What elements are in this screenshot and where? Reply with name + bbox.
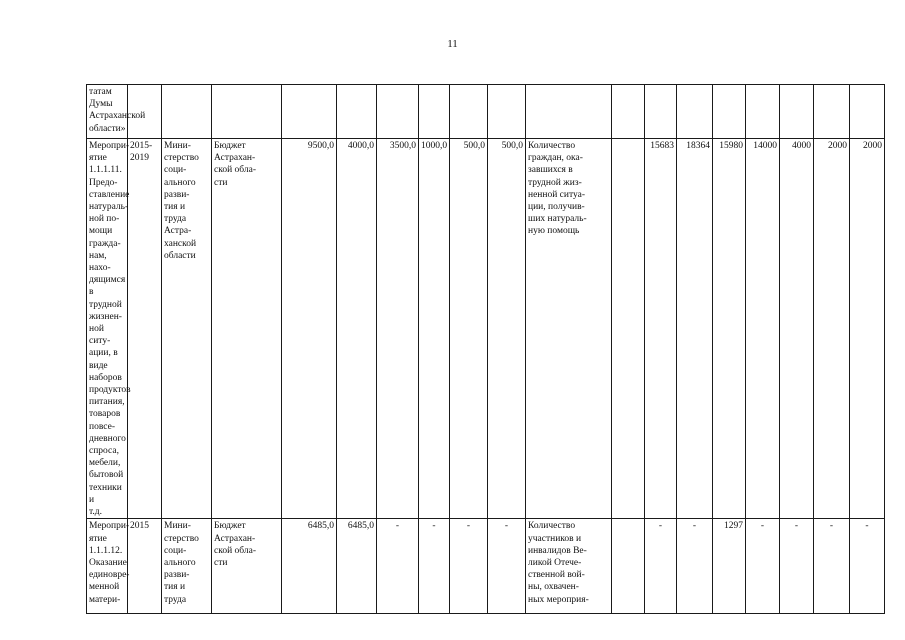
indicator-value-cell: 2000 [850, 139, 885, 519]
indicator-cell [526, 85, 612, 139]
year-value-cell: - [377, 519, 419, 614]
year-value-cell: 3500,0 [377, 139, 419, 519]
year-value-cell: 1000,0 [419, 139, 450, 519]
total-cell: 9500,0 [282, 139, 337, 519]
indicator-value-cell: 4000 [780, 139, 814, 519]
year-value-cell [377, 85, 419, 139]
table-row [87, 519, 885, 614]
indicator-value-cell [814, 85, 850, 139]
indicator-value-cell [677, 85, 713, 139]
indicator-cell: Количество граждан, ока- завшихся в трудной жиз- ненной ситуа- ции, получив- ших натураль- ную помощь [526, 139, 612, 519]
indicator-value-cell [746, 85, 780, 139]
indicator-value-cell: - [780, 519, 814, 614]
indicator-value-cell [612, 85, 645, 139]
indicator-cell: Количество участников и инвалидов Ве- ликой Отече- ственной вой- ны, охвачен- ных мероприя- [526, 519, 612, 614]
year-value-cell [337, 85, 377, 139]
total-cell: 6485,0 [282, 519, 337, 614]
indicator-value-cell: 15980 [713, 139, 746, 519]
indicator-value-cell [713, 85, 746, 139]
year-value-cell: 500,0 [488, 139, 526, 519]
page-number: 11 [447, 38, 458, 50]
executor-cell: Мини- стерство соци- ального разви- тия и труда [162, 519, 212, 614]
year-value-cell: 6485,0 [337, 519, 377, 614]
table-row [87, 85, 885, 139]
period-cell: 2015- 2019 [128, 139, 162, 519]
executor-cell: Мини- стерство соци- ального разви- тия и труда Астра- ханской области [162, 139, 212, 519]
period-cell: 2015 [128, 519, 162, 614]
year-value-cell: 500,0 [450, 139, 488, 519]
indicator-value-cell: 18364 [677, 139, 713, 519]
indicator-value-cell [645, 85, 677, 139]
year-value-cell: 4000,0 [337, 139, 377, 519]
year-value-cell [450, 85, 488, 139]
indicator-value-cell: - [677, 519, 713, 614]
indicator-value-cell: - [645, 519, 677, 614]
indicator-value-cell: 15683 [645, 139, 677, 519]
program-measures-table [86, 84, 885, 614]
measure-cell: Меропри- ятие 1.1.1.11. Предо- ставление натураль- ной по- мощи гражда- нам, нахо- дящимся в трудной жизнен- ной ситу- ации, в виде наборов продуктов питания, товаров повсе- дневного спроса, мебели, бытовой техники и т.д. [87, 139, 128, 519]
total-cell [282, 85, 337, 139]
year-value-cell: - [419, 519, 450, 614]
year-value-cell: - [450, 519, 488, 614]
year-value-cell [419, 85, 450, 139]
indicator-value-cell: - [746, 519, 780, 614]
source-cell [212, 85, 282, 139]
year-value-cell: - [488, 519, 526, 614]
source-cell: Бюджет Астрахан- ской обла- сти [212, 519, 282, 614]
indicator-value-cell: - [814, 519, 850, 614]
table-row [87, 139, 885, 519]
source-cell: Бюджет Астрахан- ской обла- сти [212, 139, 282, 519]
measure-cell: Меропри- ятие 1.1.1.12. Оказание единовре- менной матери- [87, 519, 128, 614]
indicator-value-cell: 2000 [814, 139, 850, 519]
indicator-value-cell: 1297 [713, 519, 746, 614]
executor-cell [162, 85, 212, 139]
indicator-value-cell [850, 85, 885, 139]
indicator-value-cell [612, 519, 645, 614]
measure-cell: татам Думы Астраханской области» [87, 85, 128, 139]
indicator-value-cell: - [850, 519, 885, 614]
indicator-value-cell [612, 139, 645, 519]
year-value-cell [488, 85, 526, 139]
indicator-value-cell [780, 85, 814, 139]
indicator-value-cell: 14000 [746, 139, 780, 519]
